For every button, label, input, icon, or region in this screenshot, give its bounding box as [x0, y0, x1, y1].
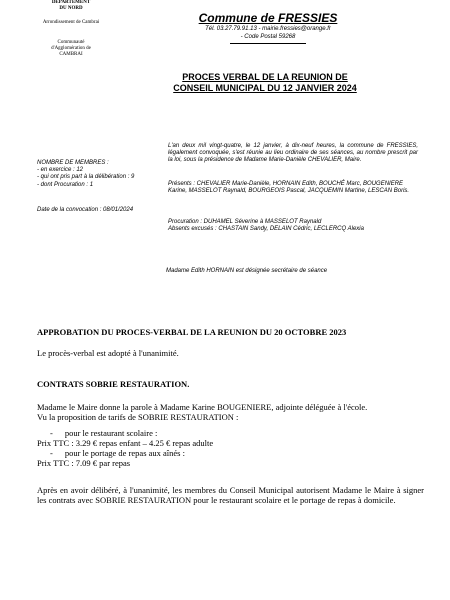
section-approval-heading: APPROBATION DU PROCES-VERBAL DE LA REUNION DU 20 OCTOBRE 2023 [37, 327, 347, 337]
arrondissement-label: Arrondissement de Cambrai [42, 20, 100, 25]
commune-contact: Tél. 03.27.79.91.13 - mairie.fressies@orange.fr [205, 26, 331, 32]
bullet-dash-icon: - [50, 428, 53, 438]
bullet-school-text: pour le restaurant scolaire : [64, 428, 158, 438]
price-school: Prix TTC : 3.29 € repas enfant – 4.25 € repas adulte [37, 438, 214, 448]
department-line-1: DEPARTEMENT [51, 0, 91, 5]
secretary-line: Madame Edith HORNAIN est désignée secrétaire de séance [166, 268, 328, 274]
restauration-intro-2: Vu la proposition de tarifs de SOBRIE RESTAURATION : [37, 412, 239, 422]
bullet-elderly [37, 448, 427, 458]
procuration-line: Procuration : DUHAMEL Séverine à MASSELOT Raynald [168, 219, 322, 225]
department-block [28, 0, 114, 58]
section-restauration-heading: CONTRATS SOBRIE RESTAURATION. [37, 379, 190, 389]
members-title: NOMBRE DE MEMBRES : [37, 160, 109, 166]
section-approval-text: Le procès-verbal est adopté à l'unanimité. [37, 348, 179, 358]
members-voting: - qui ont pris part à la délibération : 9 [37, 174, 135, 181]
communaute-line-3: CAMBRAI [59, 52, 83, 57]
department-line-2: DU NORD [59, 6, 83, 11]
restauration-intro-1: Madame le Maire donne la parole à Madame Karine BOUGENIERE, adjointe déléguée à l'école. [37, 402, 368, 412]
members-block [37, 160, 165, 214]
communaute-line-1: Communauté [57, 40, 85, 45]
document-title-line-1: PROCES VERBAL DE LA REUNION DE [182, 72, 348, 82]
communaute-line-2: d'Agglomération de [51, 46, 91, 51]
absents-line: Absents excusés : CHASTAIN Sandy, DELAIN Cédric, LECLERCQ Alexia [168, 226, 364, 233]
document-title-line-2: CONSEIL MUNICIPAL DU 12 JANVIER 2024 [173, 83, 357, 93]
bullet-dash-icon: - [50, 448, 53, 458]
attendance-notes [168, 219, 428, 233]
price-elderly: Prix TTC : 7.09 € par repas [37, 458, 131, 468]
bullet-elderly-text: pour le portage de repas aux aînés : [64, 448, 185, 458]
commune-header [168, 11, 368, 44]
bullet-school [37, 428, 427, 438]
document-title [130, 72, 400, 94]
presents-paragraph: Présents : CHEVALIER Marie-Danièle, HORNAIN Edith, BOUCHÉ Marc, BOUGENIERE Karine, MASSELOT Raynald, BOURGEOIS Pascal, JACQUEMIN Martine, LESCAN Boris. [168, 181, 410, 195]
members-in-office: - en exercice : 12 [37, 167, 84, 174]
restauration-conclusion: Après en avoir délibéré, à l'unanimité, les membres du Conseil Municipal autorisent Madame le Maire à signer les contrats avec SOBRIE RESTAURATION pour le restaurant scolaire et le portage de repas à domicile. [37, 485, 424, 505]
intro-paragraph: L'an deux mil vingt-quatre, le 12 janvier, à dix-neuf heures, la commune de FRESSIES, légalement convoquée, s'est réunie au lieu ordinaire de ses séances, au nombre prescrit par la loi, sous la présidence de Madame Marie-Danièle CHEVALIER, Maire. [168, 143, 418, 164]
section-restauration-body [37, 402, 427, 468]
commune-postal-code: - Code Postal 59268 [240, 34, 296, 40]
header-divider [230, 43, 306, 44]
members-proxy: - dont Procuration : 1 [37, 181, 94, 188]
commune-title: Commune de FRESSIES [198, 11, 338, 25]
convocation-date: Date de la convocation : 08/01/2024 [37, 206, 134, 213]
